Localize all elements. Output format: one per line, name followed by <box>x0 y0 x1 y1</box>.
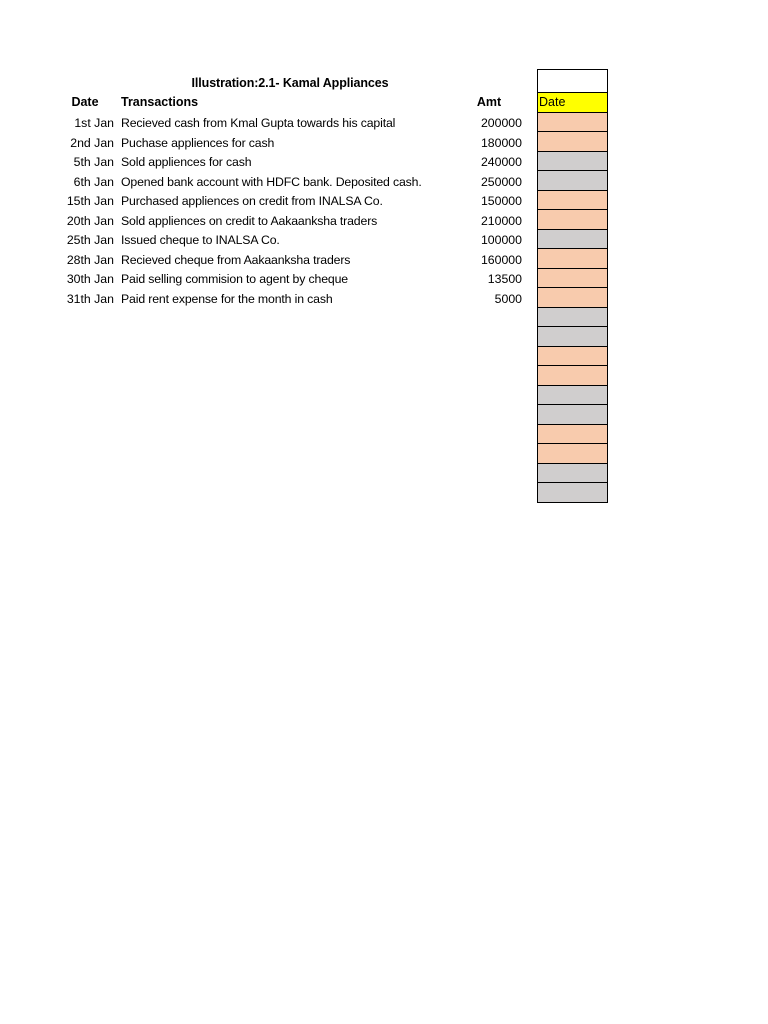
table-row <box>0 134 530 154</box>
table-row <box>0 231 530 251</box>
table-row <box>0 173 530 193</box>
ledger-cell[interactable] <box>537 171 608 191</box>
table-row <box>0 153 530 173</box>
ledger-cell[interactable] <box>537 152 608 172</box>
ledger-cell[interactable] <box>537 132 608 152</box>
date-column-header: Date <box>71 95 99 109</box>
transactions-table <box>0 114 530 309</box>
table-row <box>0 290 530 310</box>
ledger-cell[interactable] <box>537 444 608 464</box>
table-row <box>0 212 530 232</box>
row-description: Recieved cheque from Aakaanksha traders <box>121 252 351 267</box>
table-row <box>0 270 530 290</box>
row-amount: 100000 <box>480 233 522 247</box>
ledger-cell[interactable] <box>537 386 608 406</box>
row-description: Paid rent expense for the month in cash <box>121 291 333 306</box>
table-row <box>0 192 530 212</box>
ledger-cell[interactable] <box>537 483 608 503</box>
row-amount: 240000 <box>480 155 522 169</box>
ledger-cell[interactable] <box>537 249 608 269</box>
row-amount: 13500 <box>487 272 522 286</box>
ledger-blank-cell[interactable] <box>537 69 608 93</box>
row-amount: 210000 <box>480 213 522 228</box>
ledger-cell[interactable] <box>537 347 608 367</box>
row-date: 20th Jan <box>66 213 114 228</box>
row-description: Paid selling commision to agent by cheque <box>121 272 348 286</box>
row-date: 25th Jan <box>66 233 114 247</box>
row-description: Issued cheque to INALSA Co. <box>121 233 280 247</box>
row-amount: 160000 <box>480 252 522 267</box>
ledger-cell[interactable] <box>537 230 608 250</box>
amount-column-header: Amt <box>476 95 502 109</box>
ledger-cell[interactable] <box>537 210 608 230</box>
row-date: 15th Jan <box>66 194 114 208</box>
row-date: 5th Jan <box>73 155 114 169</box>
row-description: Recieved cash from Kmal Gupta towards his capital <box>121 116 396 130</box>
ledger-cell[interactable] <box>537 366 608 386</box>
row-date: 31th Jan <box>66 291 114 306</box>
row-date: 6th Jan <box>73 174 114 189</box>
ledger-cell[interactable] <box>537 425 608 445</box>
ledger-cell[interactable] <box>537 405 608 425</box>
row-amount: 150000 <box>480 194 522 208</box>
table-row <box>0 251 530 271</box>
ledger-cell[interactable] <box>537 327 608 347</box>
ledger-cell[interactable] <box>537 288 608 308</box>
row-amount: 5000 <box>494 291 522 306</box>
row-description: Opened bank account with HDFC bank. Deposited cash. <box>121 174 422 189</box>
ledger-date-header[interactable]: Date <box>537 93 608 113</box>
row-date: 30th Jan <box>66 272 114 286</box>
row-description: Sold appliences on credit to Aakaanksha traders <box>121 213 378 228</box>
ledger-cell[interactable] <box>537 113 608 133</box>
transactions-column-header: Transactions <box>121 95 199 109</box>
page-title: Illustration:2.1- Kamal Appliances <box>191 76 389 90</box>
row-description: Puchase appliences for cash <box>121 135 275 150</box>
row-date: 2nd Jan <box>70 135 114 150</box>
row-date: 1st Jan <box>74 116 114 130</box>
ledger-date-column <box>537 69 608 503</box>
ledger-cell[interactable] <box>537 269 608 289</box>
row-amount: 200000 <box>480 116 522 130</box>
ledger-cell[interactable] <box>537 308 608 328</box>
ledger-cell[interactable] <box>537 464 608 484</box>
row-date: 28th Jan <box>66 252 114 267</box>
row-description: Purchased appliences on credit from INALSA Co. <box>121 194 383 208</box>
row-amount: 250000 <box>480 174 522 189</box>
table-row <box>0 114 530 134</box>
row-description: Sold appliences for cash <box>121 155 252 169</box>
row-amount: 180000 <box>480 135 522 150</box>
ledger-cell[interactable] <box>537 191 608 211</box>
